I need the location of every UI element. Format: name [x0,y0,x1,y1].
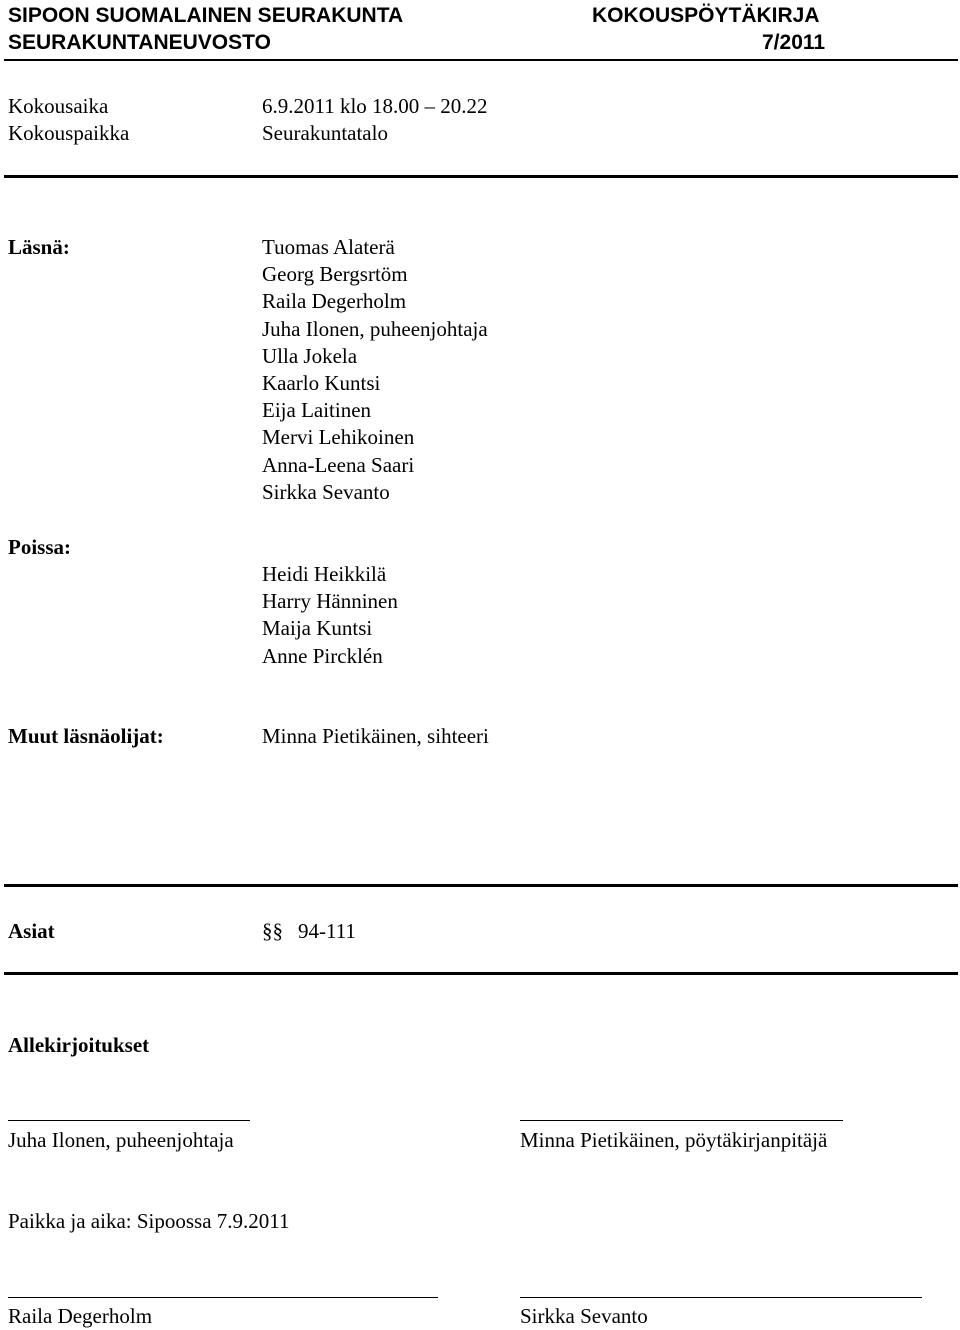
present-member: Tuomas Alaterä [262,235,395,259]
matters-label: Asiat [8,919,55,943]
present-member: Ulla Jokela [262,343,358,368]
meeting-time-value: 6.9.2011 klo 18.00 – 20.22 [262,94,488,118]
meeting-time-label: Kokousaika [8,94,109,118]
chair-signature-line [8,1120,250,1121]
present-member: Mervi Lehikoinen [262,425,415,450]
signatures-heading: Allekirjoitukset [8,1033,150,1057]
absent-label: Poissa: [8,535,71,559]
present-member: Sirkka Sevanto [262,479,390,504]
present-label: Läsnä: [8,235,70,259]
meeting-info-divider [4,175,958,178]
absent-member: Harry Hänninen [262,589,398,614]
absent-member: Anne Pircklén [262,643,383,668]
checker-1-name: Raila Degerholm [8,1304,153,1328]
attendance-divider [4,884,958,887]
organization-name: SIPOON SUOMALAINEN SEURAKUNTA [8,4,404,27]
absent-member: Heidi Heikkilä [262,562,387,586]
others-present-label: Muut läsnäolijat: [8,724,164,748]
governing-body: SEURAKUNTANEUVOSTO [8,31,271,54]
present-member: Raila Degerholm [262,289,407,314]
present-member: Georg Bergsrtöm [262,262,408,287]
present-member: Kaarlo Kuntsi [262,371,381,396]
chair-signature-name: Juha Ilonen, puheenjohtaja [8,1128,234,1152]
present-list [262,234,488,506]
matters-divider [4,972,958,975]
place-and-date: Paikka ja aika: Sipoossa 7.9.2011 [8,1209,290,1233]
checker-1-signature-line [8,1297,438,1298]
present-member: Juha Ilonen, puheenjohtaja [262,316,488,341]
minutes-number: 7/2011 [762,31,826,54]
meeting-place-value: Seurakuntatalo [262,121,388,145]
matters-range: 94-111 [298,919,356,943]
header-divider [4,59,958,61]
document-type: KOKOUSPÖYTÄKIRJA [592,4,820,27]
checker-2-signature-line [520,1297,922,1298]
absent-list [262,561,398,670]
others-present-value: Minna Pietikäinen, sihteeri [262,724,489,748]
meeting-place-label: Kokouspaikka [8,121,130,145]
present-member: Eija Laitinen [262,398,372,423]
secretary-signature-line [520,1120,843,1121]
present-member: Anna-Leena Saari [262,452,415,477]
absent-member: Maija Kuntsi [262,616,373,641]
matters-section-sign: §§ [262,919,283,943]
secretary-signature-name: Minna Pietikäinen, pöytäkirjanpitäjä [520,1128,828,1152]
checker-2-name: Sirkka Sevanto [520,1304,648,1328]
